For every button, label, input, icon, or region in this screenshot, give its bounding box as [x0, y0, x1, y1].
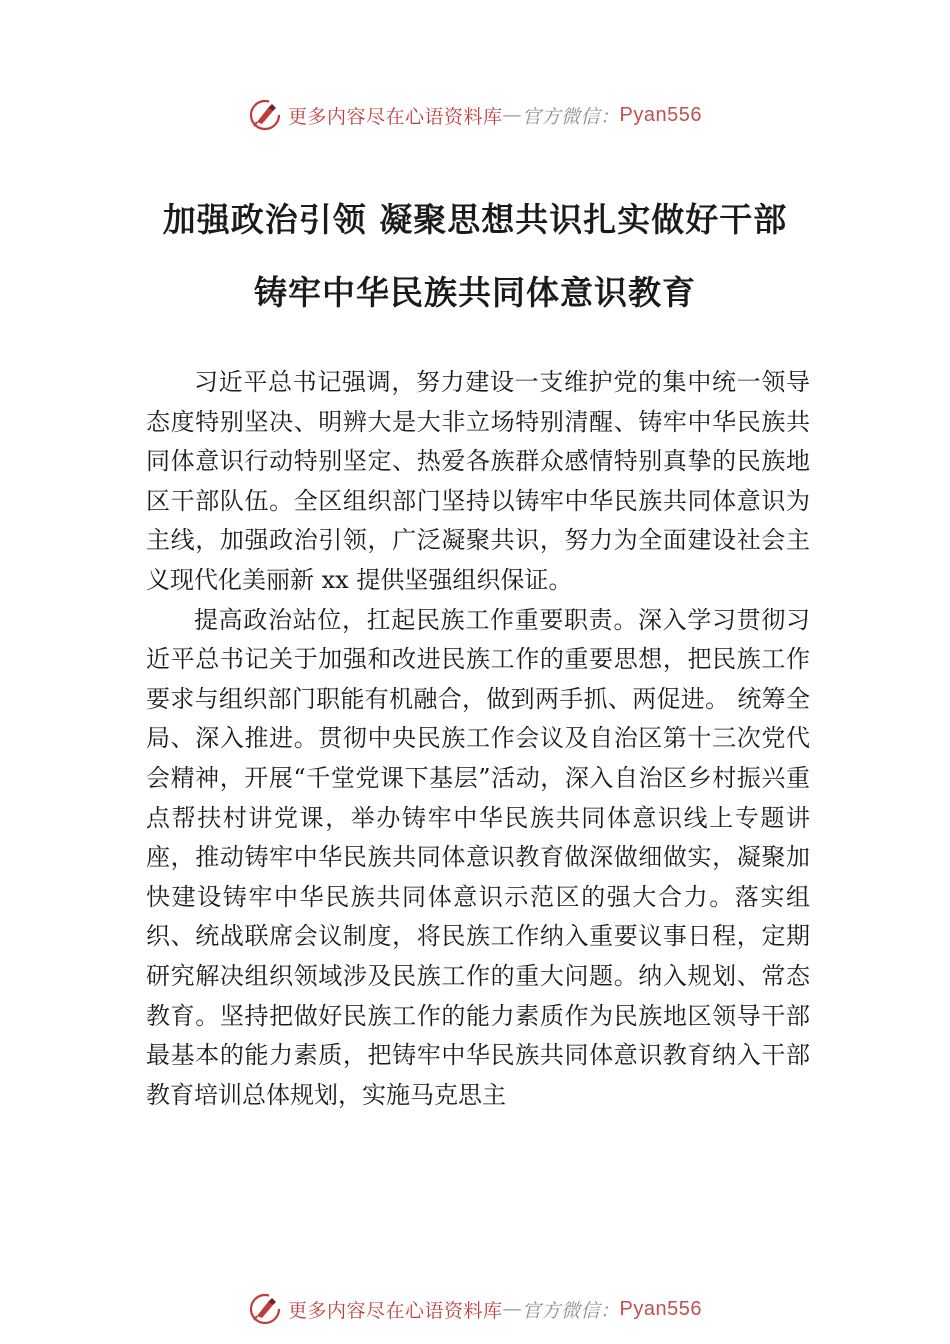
watermark-wechat-label: 官方微信： [522, 1299, 620, 1322]
watermark-dash: — [502, 104, 523, 126]
watermark-wechat-id: Pyan556 [619, 103, 702, 126]
body-paragraph: 提高政治站位，扛起民族工作重要职责。深入学习贯彻习近平总书记关于加强和改进民族工作的重要思想，把民族工作要求与组织部门职能有机融合，做到两手抓、两促进。 统筹全局、深入推进。贯彻中央民族工作会议及自治区第十三次党代会精神，开展“千堂党课下基层”活动，深入自治区乡村振兴重点帮扶村讲党课，举办铸牢中华民族共同体意识线上专题讲座，推动铸牢中华民族共同体意识教育做深做细做实，凝聚加快建设铸牢中华民族共同体意识示范区的强大合力。落实组织、统战联席会议制度，将民族工作纳入重要议事日程，定期研究解决组织领域涉及民族工作的重大问题。纳入规划、常态教育。坚持把做好民族工作的能力素质作为民族地区领导干部最基本的能力素质，把铸牢中华民族共同体意识教育纳入干部教育培训总体规划，实施马克思主 [146, 605, 810, 1109]
watermark-main-text: 更多内容尽在心语资料库 [288, 1299, 503, 1322]
watermark-dash: — [502, 1298, 523, 1320]
watermark-main-text: 更多内容尽在心语资料库 [288, 105, 503, 128]
watermark-wechat-label: 官方微信： [522, 105, 620, 128]
document-title-line-2: 铸牢中华民族共同体意识教育 [254, 273, 696, 312]
document-title-line-1: 加强政治引领 凝聚思想共识扎实做好干部 [162, 200, 788, 239]
watermark-text [288, 102, 702, 129]
document-body [146, 363, 810, 1115]
pen-nib-logo-icon [248, 98, 282, 132]
watermark-wechat-id: Pyan556 [619, 1297, 702, 1320]
pen-nib-logo-icon [248, 1292, 282, 1326]
body-paragraph: 习近平总书记强调，努力建设一支维护党的集中统一领导态度特别坚决、明辨大是大非立场特别清醒、铸牢中华民族共同体意识行动特别坚定、热爱各族群众感情特别真挚的民族地区干部队伍。全区组织部门坚持以铸牢中华民族共同体意识为主线，加强政治引领，广泛凝聚共识，努力为全面建设社会主义现代化美丽新 xx 提供坚强组织保证。 [146, 368, 810, 594]
footer-watermark [0, 1289, 950, 1329]
watermark-text [288, 1296, 702, 1323]
header-watermark [0, 95, 950, 135]
